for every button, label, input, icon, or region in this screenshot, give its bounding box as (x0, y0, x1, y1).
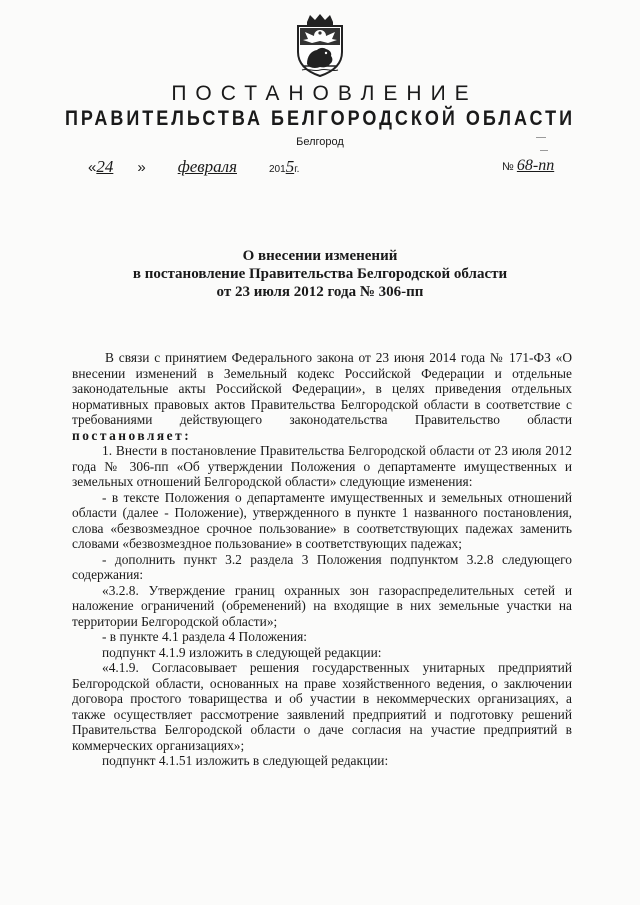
paragraph-quote-4-1-9: «4.1.9. Согласовывает решения государственных унитарных предприятий Белгородской области, основанных на праве хозяйственного ведения, о заключении договора простого товарищества и об участии в некоммерческих организациях, а также осуществляет рассмотрение заявлений предприятий и подготовку решений Правительства Белгородской области о даче согласия на участие предприятий в коммерческих организациях»; (72, 660, 572, 753)
issuer-name: ПРАВИТЕЛЬСТВА БЕЛГОРОДСКОЙ ОБЛАСТИ (64, 106, 576, 130)
document-number (502, 157, 554, 175)
paragraph-quote-3-2-8: «3.2.8. Утверждение границ охранных зон газораспределительных сетей и наложение ограничений (обременений) на входящие в них земельные участки на территории Белгородской области»; (72, 582, 572, 629)
number-value: 68-пп (516, 157, 555, 174)
number-prefix: № (502, 161, 514, 173)
paragraph-subitem-4-1-9: подпункт 4.1.9 изложить в следующей редакции: (102, 644, 382, 660)
heading-line-3: от 23 июля 2012 года № 306-пп (216, 284, 424, 300)
paragraph-subitem-4-1-51: подпункт 4.1.51 изложить в следующей редакции: (102, 753, 389, 768)
paragraph-amendment-3: - в пункте 4.1 раздела 4 Положения: (102, 629, 307, 644)
scan-mark (540, 150, 548, 151)
paragraph-amendment-2: - дополнить пункт 3.2 раздела 3 Положения подпунктом 3.2.8 следующего содержания: (72, 551, 572, 582)
paragraph-amendment-1: - в тексте Положения о департаменте имущественных и земельных отношений области (далее - Положение), утвержденного в пункте 1 названного постановления, слова «безвозмездное срочное пользование» в соответствующих падежах заменить словами «безвозмездное пользование» в соответствующих падежах; (72, 489, 572, 551)
heading-line-2: в постановление Правительства Белгородской области (132, 266, 508, 282)
document-body (72, 350, 572, 769)
city-name: Белгород (296, 136, 344, 148)
heading-line-1: О внесении изменений (242, 248, 398, 264)
date-month: февраля (177, 157, 237, 176)
paragraph-item-1: 1. Внести в постановление Правительства Белгородской области от 23 июля 2012 года № 306-пп «Об утверждении Положения о департаменте имущественных и земельных отношений Белгородской области» следующие изменения: (72, 443, 572, 489)
date-year-suffix: 5 (285, 157, 295, 176)
coat-of-arms-icon (290, 12, 350, 78)
date-day: 24 (96, 157, 114, 176)
preamble-text: В связи с принятием Федерального закона от 23 июня 2014 года № 171-ФЗ «О внесении изменений в Земельный кодекс Российской Федерации и отдельные законодательные акты Российской Федерации», в целях приведения отдельных нормативных правовых актов Правительства Белгородской области в соответствие с требованиями действующего законодательства Правительство области (72, 350, 572, 427)
document-heading (0, 247, 640, 301)
decree-word: постановляет: (72, 427, 192, 443)
date-year-unit: г. (294, 164, 300, 175)
date-year-prefix: 201 (269, 164, 286, 175)
document-type-title: ПОСТАНОВЛЕНИЕ (171, 82, 478, 105)
document-date (88, 157, 299, 177)
paragraph-preamble (72, 350, 572, 443)
scan-mark (536, 137, 546, 138)
date-open-quote: « (88, 159, 97, 176)
date-close-quote: » (137, 159, 146, 176)
